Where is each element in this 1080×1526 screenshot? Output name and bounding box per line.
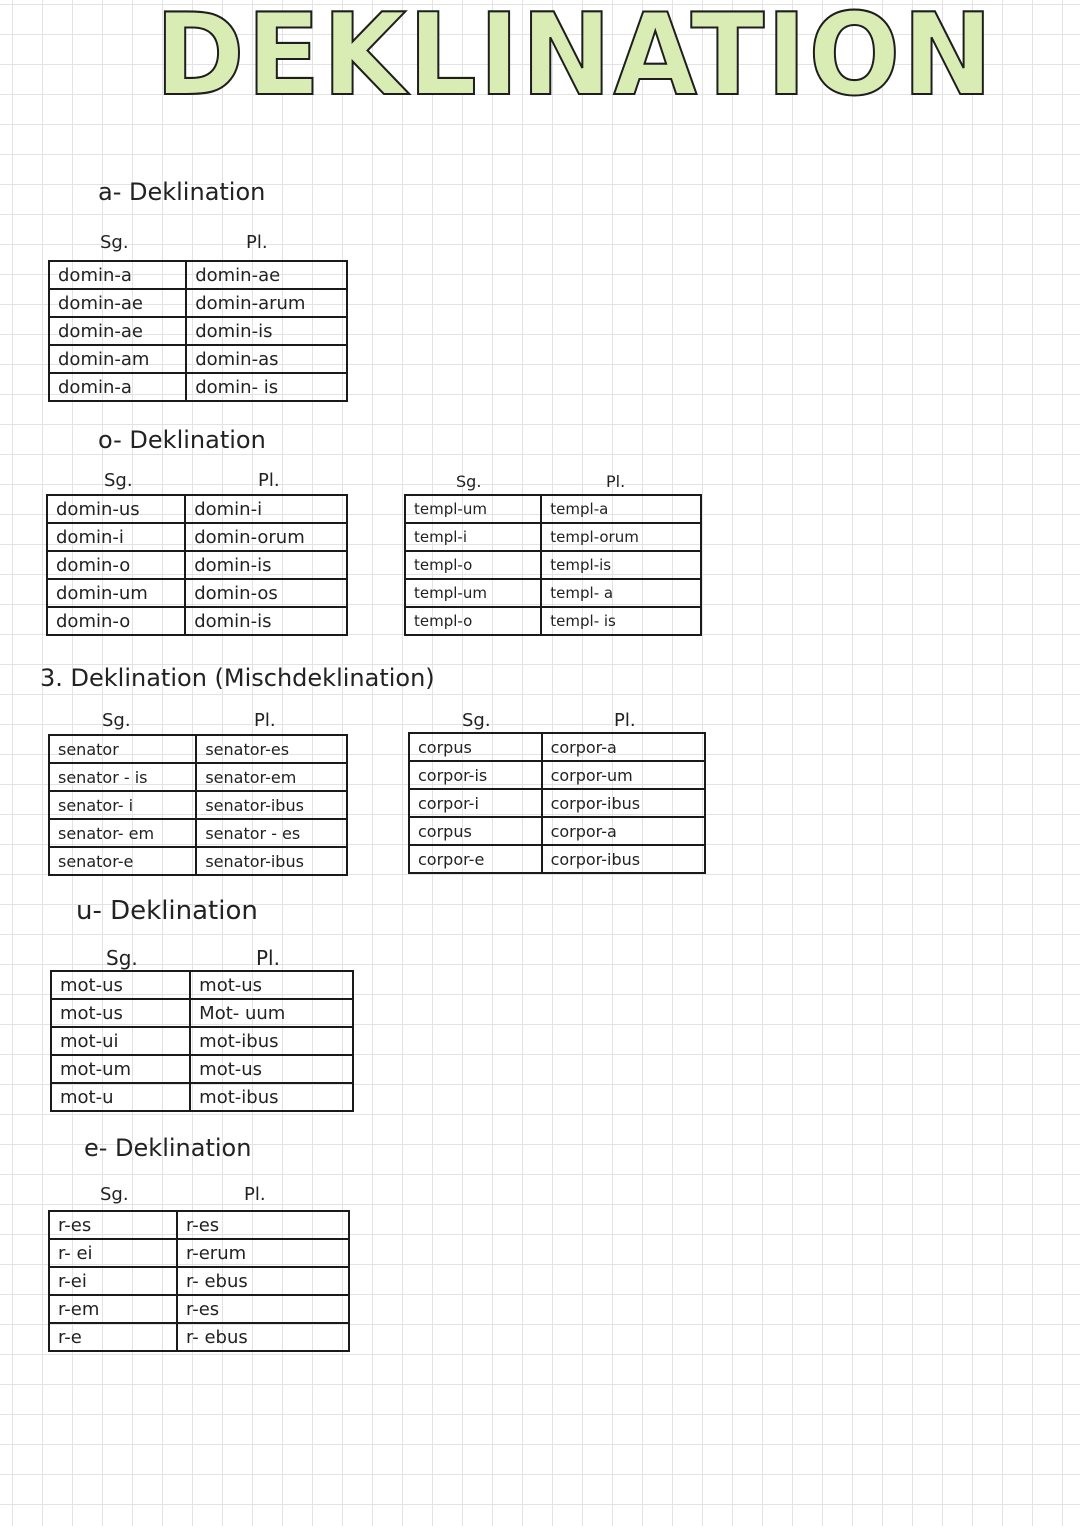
third-neutrum-table xyxy=(408,732,706,874)
e-declension-heading: e- Deklination xyxy=(84,1134,252,1162)
e-pl-cell: r-erum xyxy=(177,1239,349,1267)
third-sg-cell: senator- i xyxy=(49,791,196,819)
o-neutrum-plural-label: Pl. xyxy=(606,472,626,491)
third-neutrum-sg-cell: corpus xyxy=(409,817,542,845)
third-neutrum-pl-cell: corpor-ibus xyxy=(542,845,705,873)
table-row xyxy=(49,1267,349,1295)
o-neutrum-pl-cell: templ-is xyxy=(541,551,701,579)
o-sg-cell: domin-um xyxy=(47,579,185,607)
u-declension-table xyxy=(50,970,354,1112)
table-row xyxy=(49,1211,349,1239)
e-declension-table xyxy=(48,1210,350,1352)
o-neutrum-sg-cell: templ-o xyxy=(405,551,541,579)
e-sg-cell: r- ei xyxy=(49,1239,177,1267)
table-row xyxy=(49,847,347,875)
third-neutrum-pl-cell: corpor-a xyxy=(542,733,705,761)
o-neutrum-table xyxy=(404,494,702,636)
e-plural-label: Pl. xyxy=(244,1184,266,1205)
u-pl-cell: mot-us xyxy=(190,1055,353,1083)
table-row xyxy=(47,607,347,635)
u-pl-cell: Mot- uum xyxy=(190,999,353,1027)
a-sg-cell: domin-a xyxy=(49,261,186,289)
e-singular-label: Sg. xyxy=(100,1184,129,1205)
a-sg-cell: domin-ae xyxy=(49,317,186,345)
table-row xyxy=(49,819,347,847)
o-singular-label: Sg. xyxy=(104,470,133,491)
o-neutrum-sg-cell: templ-o xyxy=(405,607,541,635)
third-neutrum-plural-label: Pl. xyxy=(614,710,636,731)
third-declension-heading: 3. Deklination (Mischdeklination) xyxy=(40,664,435,692)
o-declension-heading: o- Deklination xyxy=(98,426,266,454)
third-pl-cell: senator-ibus xyxy=(196,791,347,819)
table-row xyxy=(409,817,705,845)
o-neutrum-sg-cell: templ-i xyxy=(405,523,541,551)
table-row xyxy=(49,1323,349,1351)
u-pl-cell: mot-ibus xyxy=(190,1083,353,1111)
third-sg-cell: senator- em xyxy=(49,819,196,847)
third-sg-cell: senator xyxy=(49,735,196,763)
table-row xyxy=(49,317,347,345)
table-row xyxy=(405,495,701,523)
table-row xyxy=(49,345,347,373)
a-pl-cell: domin-is xyxy=(186,317,347,345)
third-plural-label: Pl. xyxy=(254,710,276,731)
a-sg-cell: domin-ae xyxy=(49,289,186,317)
u-sg-cell: mot-us xyxy=(51,999,190,1027)
o-sg-cell: domin-us xyxy=(47,495,185,523)
a-declension-table xyxy=(48,260,348,402)
table-row xyxy=(49,791,347,819)
o-sg-cell: domin-o xyxy=(47,607,185,635)
o-neutrum-pl-cell: templ-a xyxy=(541,495,701,523)
table-row xyxy=(49,1239,349,1267)
o-neutrum-sg-cell: templ-um xyxy=(405,495,541,523)
table-row xyxy=(49,1295,349,1323)
third-neutrum-singular-label: Sg. xyxy=(462,710,491,731)
a-plural-label: Pl. xyxy=(246,232,268,253)
table-row xyxy=(47,495,347,523)
a-pl-cell: domin- is xyxy=(186,373,347,401)
table-row xyxy=(49,735,347,763)
third-neutrum-pl-cell: corpor-um xyxy=(542,761,705,789)
table-row xyxy=(49,261,347,289)
third-neutrum-sg-cell: corpor-is xyxy=(409,761,542,789)
o-pl-cell: domin-is xyxy=(185,607,347,635)
o-pl-cell: domin-orum xyxy=(185,523,347,551)
e-pl-cell: r- ebus xyxy=(177,1323,349,1351)
third-pl-cell: senator-es xyxy=(196,735,347,763)
u-singular-label: Sg. xyxy=(106,946,138,970)
e-sg-cell: r-es xyxy=(49,1211,177,1239)
table-row xyxy=(47,551,347,579)
third-declension-table xyxy=(48,734,348,876)
o-pl-cell: domin-is xyxy=(185,551,347,579)
a-declension-heading: a- Deklination xyxy=(98,178,266,206)
o-neutrum-sg-cell: templ-um xyxy=(405,579,541,607)
o-neutrum-pl-cell: templ- is xyxy=(541,607,701,635)
table-row xyxy=(51,971,353,999)
u-plural-label: Pl. xyxy=(256,946,280,970)
o-declension-table xyxy=(46,494,348,636)
a-singular-label: Sg. xyxy=(100,232,129,253)
table-row xyxy=(49,763,347,791)
table-row xyxy=(51,999,353,1027)
page-title: DEKLINATION xyxy=(155,0,995,122)
u-sg-cell: mot-um xyxy=(51,1055,190,1083)
table-row xyxy=(405,607,701,635)
o-sg-cell: domin-i xyxy=(47,523,185,551)
table-row xyxy=(49,373,347,401)
table-row xyxy=(47,523,347,551)
o-neutrum-pl-cell: templ- a xyxy=(541,579,701,607)
o-neutrum-singular-label: Sg. xyxy=(456,472,482,491)
third-neutrum-sg-cell: corpor-e xyxy=(409,845,542,873)
o-plural-label: Pl. xyxy=(258,470,280,491)
u-sg-cell: mot-ui xyxy=(51,1027,190,1055)
u-declension-heading: u- Deklination xyxy=(76,896,258,926)
table-row xyxy=(409,733,705,761)
third-pl-cell: senator-em xyxy=(196,763,347,791)
o-pl-cell: domin-i xyxy=(185,495,347,523)
table-row xyxy=(405,579,701,607)
a-pl-cell: domin-arum xyxy=(186,289,347,317)
table-row xyxy=(51,1055,353,1083)
o-pl-cell: domin-os xyxy=(185,579,347,607)
u-pl-cell: mot-us xyxy=(190,971,353,999)
table-row xyxy=(405,551,701,579)
third-sg-cell: senator-e xyxy=(49,847,196,875)
third-singular-label: Sg. xyxy=(102,710,131,731)
table-row xyxy=(409,789,705,817)
table-row xyxy=(405,523,701,551)
third-neutrum-sg-cell: corpus xyxy=(409,733,542,761)
e-sg-cell: r-em xyxy=(49,1295,177,1323)
e-pl-cell: r-es xyxy=(177,1211,349,1239)
a-pl-cell: domin-ae xyxy=(186,261,347,289)
a-sg-cell: domin-am xyxy=(49,345,186,373)
o-sg-cell: domin-o xyxy=(47,551,185,579)
third-sg-cell: senator - is xyxy=(49,763,196,791)
table-row xyxy=(49,289,347,317)
a-sg-cell: domin-a xyxy=(49,373,186,401)
third-neutrum-pl-cell: corpor-a xyxy=(542,817,705,845)
u-sg-cell: mot-us xyxy=(51,971,190,999)
table-row xyxy=(51,1083,353,1111)
third-neutrum-sg-cell: corpor-i xyxy=(409,789,542,817)
o-neutrum-pl-cell: templ-orum xyxy=(541,523,701,551)
u-pl-cell: mot-ibus xyxy=(190,1027,353,1055)
table-row xyxy=(47,579,347,607)
table-row xyxy=(409,761,705,789)
e-pl-cell: r-es xyxy=(177,1295,349,1323)
e-sg-cell: r-ei xyxy=(49,1267,177,1295)
third-neutrum-pl-cell: corpor-ibus xyxy=(542,789,705,817)
e-pl-cell: r- ebus xyxy=(177,1267,349,1295)
u-sg-cell: mot-u xyxy=(51,1083,190,1111)
table-row xyxy=(51,1027,353,1055)
table-row xyxy=(409,845,705,873)
third-pl-cell: senator - es xyxy=(196,819,347,847)
third-pl-cell: senator-ibus xyxy=(196,847,347,875)
a-pl-cell: domin-as xyxy=(186,345,347,373)
e-sg-cell: r-e xyxy=(49,1323,177,1351)
